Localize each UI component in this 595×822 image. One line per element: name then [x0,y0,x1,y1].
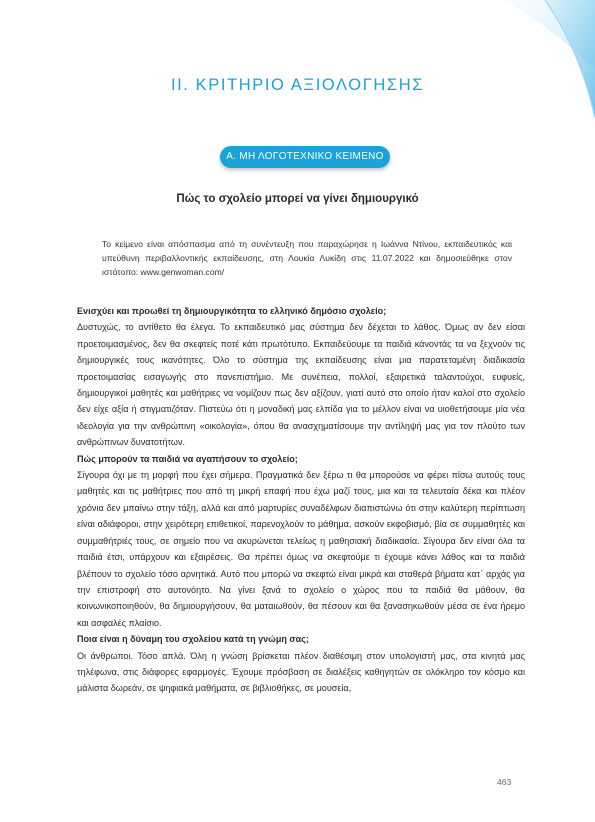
interview-answer: Δυστυχώς, το αντίθετο θα έλεγα. Το εκπαιδευτικό μας σύστημα δεν δέχεται το λάθος. Όμως αν δεν είσαι προετοιμασμένος, δεν θα σκεφτείς ποτέ κάτι πρωτότυπο. Εκπαιδεύουμε τα παιδιά κάνοντάς τα να ξεχνούν τις δημιουργικές τους ικανότητες. Όλο το σύστημα της εκπαίδευσης είναι μια παρατεταμένη διαδικασία προετοιμασίας εισαγωγής στο πανεπιστήμιο. Με συνέπεια, πολλοί, εξαιρετικά ταλαντούχοι, ευφυείς, δημιουργικοί μαθητές και μαθήτριες να νομίζουν πως δεν αξίζουν, γιατί αυτό στο οποίο ήταν καλοί στο σχολείο δεν είχε αξία ή στιγματιζόταν. Πιστεύω ότι η μοναδική μας ελπίδα για το μέλλον είναι να υιοθετήσουμε μία νέα ιδεολογία για την ανθρώπινη «οικολογία», όπου θα ανασχηματίσουμε την αντίληψή μας για τον πλούτο των ανθρώπινων δυνατοτήτων. [77,322,525,448]
section-heading: ΙΙ. ΚΡΙΤΗΡΙΟ ΑΞΙΟΛΟΓΗΣΗΣ [170,76,425,94]
text-type-badge: Α. ΜΗ ΛΟΓΟΤΕΧΝΙΚΟ ΚΕΙΜΕΝΟ [220,146,390,168]
interview-answer: Σίγουρα όχι με τη μορφή που έχει σήμερα. Πραγματικά δεν ξέρω τι θα μπορούσε να φέρει πίσω αυτούς τους μαθητές και τις μαθήτριες που από τη μικρή επαφή που έχω μαζί τους, μια και τα τελευταία δέκα και πλέον χρόνια δεν μπαίνω στην τάξη, αλλά και από μαρτυρίες συναδέλφων διαπιστώνω ότι στην καλύτερη περίπτωση είναι αδιάφοροι, στην χειρότερη επιθετικοί, παρενοχλούν το μάθημα, ασκούν εκφοβισμό, βία σε συμμαθητές και συμμαθήτριές τους, σε σημείο που να ακυρώνεται τελείως η μαθησιακή διαδικασία. Σίγουρα δεν είναι όλα τα παιδιά έτσι, υπάρχουν και εξαιρέσεις. Θα πρέπει όμως να σκεφτούμε τι έχουμε κάνει λάθος και τα παιδιά βλέπουν το σχολείο τόσο αρνητικά. Αυτό που μπορώ να σκεφτώ είναι μικρά και σταθερά βήματα κατ᾽ αρχάς για την επιστροφή στο αυτονόητο. Να γίνει ξανά το σχολείο ο χώρος που τα παιδιά θα μάθουν, θα κοινωνικοποιηθούν, θα δημιουργήσουν, θα ματαιωθούν, θα πέσουν και θα ξανασηκωθούν μέσα σε ένα ήρεμο και ασφαλές πλαίσιο. [77,470,525,628]
source-note: Το κείμενο είναι απόσπασμα από τη συνέντευξη που παραχώρησε η Ιωάννα Ντίνου, εκπαιδευτικός και υπεύθυνη περιβαλλοντικής εκπαίδευσης, στη Λουκία Λυκίδη στις 11.07.2022 και δημοσιεύθηκε στον ιστότοπο: www.genwoman.com/ [102,239,512,277]
interview-question: Πώς μπορούν τα παιδιά να αγαπήσουν το σχολείο; [77,453,298,464]
page-number: 463 [497,777,512,787]
interview-question: Ενισχύει και προωθεί τη δημιουργικότητα το ελληνικό δημόσιο σχολείο; [77,306,387,316]
interview-body [77,303,525,697]
interview-question: Ποια είναι η δύναμη του σχολείου κατά τη γνώμη σας; [77,634,309,645]
corner-decoration [395,0,595,120]
text-title: Πώς το σχολείο μπορεί να γίνει δημιουργικό [176,193,419,205]
interview-answer: Οι άνθρωποι. Τόσο απλά. Όλη η γνώση βρίσκεται πλέον διαθέσιμη στον υπολογιστή μας, στα κινητά μας τηλέφωνα, στις διάφορες εφαρμογές. Έχουμε πρόσβαση σε διαλέξεις καθηγητών σε ολόκληρο τον κόσμο και μάλιστα δωρεάν, σε ψηφιακά μαθήματα, σε βιβλιοθήκες, σε μουσεία, [77,650,525,694]
